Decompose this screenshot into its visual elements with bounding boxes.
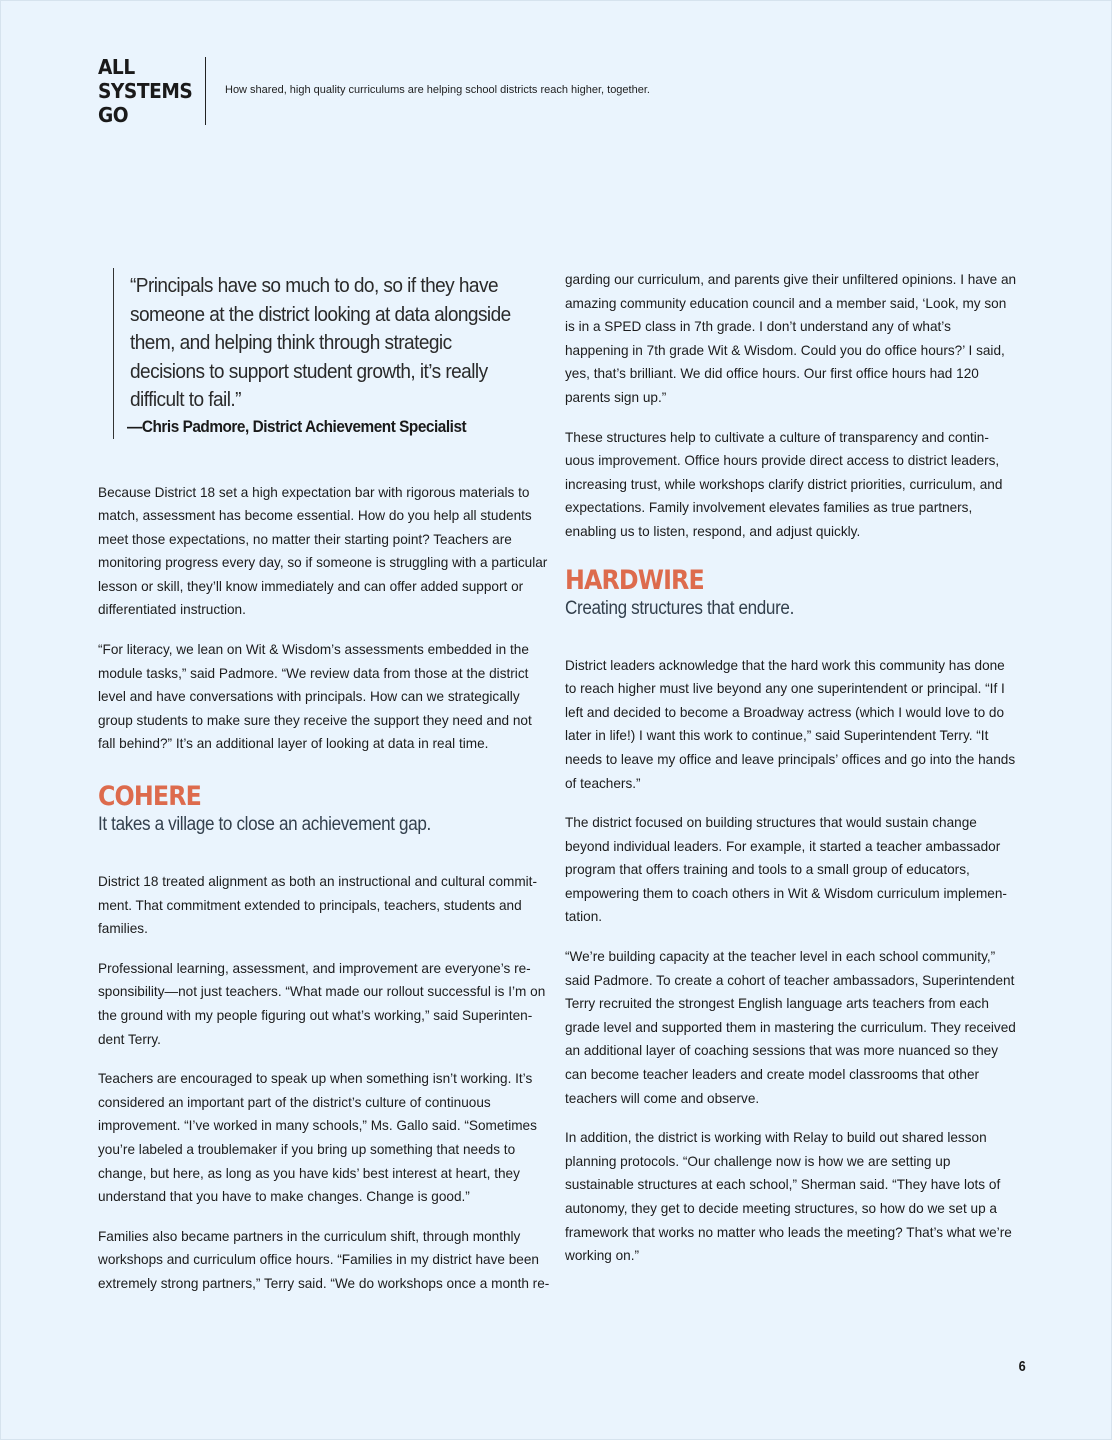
pullquote-text: “Principals have so much to do, so if they have someone at the district looking at data alongside them, and helping think through strategic decisions to support student growth, it’s really difficult to fail.” <box>130 274 511 411</box>
page-header <box>98 55 650 127</box>
page-number: 6 <box>1018 1358 1026 1375</box>
body-paragraph: Teachers are encouraged to speak up when something isn’t working. It’s considered an important part of the district’s culture of continuous improvement. “I’ve worked in many schools,” Ms. Gallo said. “Sometimes you’re labeled a troublemaker if you bring up something that needs to change, but here, as long as you have kids’ best interest at heart, they understand that you have to make changes. Change is good.” <box>98 1071 537 1205</box>
pullquote <box>113 268 550 439</box>
logo-line-2: SYSTEMS <box>98 79 193 103</box>
section-subtitle-cohere: It takes a village to close an achievement gap. <box>98 814 431 836</box>
right-column <box>565 268 1017 1284</box>
body-paragraph: garding our curriculum, and parents give their unfiltered opinions. I have an amazing community education council and a member said, ‘Look, my son is in a SPED class in 7th grade. I don’t understand any of what’s happening in 7th grade Wit & Wisdom. Could you do office hours?’ I said, yes, that’s brilliant. We did office hours. Our first office hours had 120 parents sign up.” <box>565 272 1017 405</box>
left-column <box>98 268 550 1312</box>
section-hardwire <box>565 566 1017 1268</box>
section-cohere <box>98 782 550 1296</box>
pullquote-attribution: —Chris Padmore, District Achievement Specialist <box>127 417 467 436</box>
body-paragraph: Families also became partners in the curriculum shift, through monthly workshops and curriculum office hours. “Families in my district have been extremely strong partners,” Terry said. “We do workshops once a month re- <box>98 1228 550 1291</box>
logo-line-1: ALL <box>98 55 135 79</box>
body-paragraph: The district focused on building structures that would sustain change beyond individual leaders. For example, it started a teacher ambassador program that offers training and tools to a small group of educators, empowering them to coach others in Wit & Wisdom curriculum implemen-tation. <box>565 815 1007 925</box>
body-paragraph: Because District 18 set a high expectation bar with rigorous materials to match, assessment has become essential. How do you help all students meet those expectations, no matter their starting point? Teachers are monitoring progress every day, so if someone is struggling with a particular lesson or skill, they’ll know immediately and can offer added support or differentiated instruction. <box>98 484 548 618</box>
section-subtitle-hardwire: Creating structures that endure. <box>565 597 794 619</box>
section-heading-hardwire: HARDWIRE <box>565 564 704 596</box>
logo-line-3: GO <box>98 103 129 127</box>
body-paragraph: District leaders acknowledge that the hard work this community has done to reach higher must live beyond any one superintendent or principal. “If I left and decided to become a Broadway actress (which I would love to do later in life!) I want this work to continue,” said Superintendent Terry. “It needs to leave my office and leave principals’ offices and go into the hands of teachers.” <box>565 657 1016 791</box>
body-paragraph: In addition, the district is working with Relay to build out shared lesson planning protocols. “Our challenge now is how we are setting up sustainable structures at each school,” Sherman said. “They have lots of autonomy, they get to decide meeting structures, so how do we set up a framework that works no matter who leads the meeting? That’s what we’re working on.” <box>565 1130 1012 1264</box>
header-divider <box>205 57 206 125</box>
logo <box>98 55 193 127</box>
body-paragraph: “For literacy, we lean on Wit & Wisdom’s assessments embedded in the module tasks,” said Padmore. “We review data from those at the district level and have conversations with principals. How can we strategically group students to make sure they receive the support they need and not fall behind?” It’s an additional layer of looking at data in real time. <box>98 642 532 752</box>
body-paragraph: “We’re building capacity at the teacher level in each school community,” said Padmore. To create a cohort of teacher ambassadors, Superintendent Terry recruited the strongest English language arts teachers from each grade level and supported them in mastering the curriculum. They received an additional layer of coaching sessions that was more nuanced so they can become teacher leaders and create model classrooms that other teachers will come and observe. <box>565 949 1016 1106</box>
body-paragraph: Professional learning, assessment, and improvement are everyone’s re-sponsibility—not just teachers. “What made our rollout successful is I’m on the ground with my people figuring out what’s working,” said Superinten-dent Terry. <box>98 960 546 1047</box>
section-heading-cohere: COHERE <box>98 781 202 813</box>
body-paragraph: These structures help to cultivate a culture of transparency and contin-uous improvement. Office hours provide direct access to district leaders, increasing trust, while workshops clarify district priorities, curriculum, and expectations. Family involvement elevates families as true partners, enabling us to listen, respond, and adjust quickly. <box>565 429 1003 539</box>
body-paragraph: District 18 treated alignment as both an instructional and cultural commit-ment. That commitment extended to principals, teachers, students and families. <box>98 874 537 937</box>
tagline: How shared, high quality curriculums are helping school districts reach higher, together. <box>225 84 650 96</box>
